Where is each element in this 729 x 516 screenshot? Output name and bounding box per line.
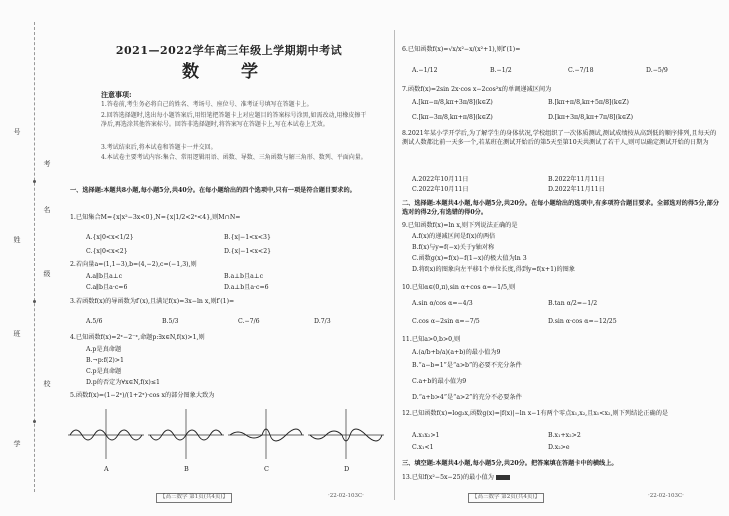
- graph-d-label: D: [344, 465, 350, 473]
- question-4: 4.已知函数f(x)=2ˣ−2⁻ˣ,命题p:∃x∈N,f(x)>1,则: [70, 334, 205, 341]
- notice-heading: 注意事项:: [101, 90, 132, 99]
- question-8: 8.2021年某小学开学后,为了解学生的身体状况,学校组织了一次体质测试,测试成绩按从高到低的顺序排列,且每天的测试人数都比前一天多一个,若某班在测试开始后的第5天至第10天共测试了若干人,则可以确定测试开始的日期为: [402, 130, 717, 146]
- margin-label-1: 号: [13, 128, 21, 135]
- footer-right-code: ·22-02-103C·: [648, 493, 684, 499]
- margin-dot: [33, 180, 36, 183]
- q4-option-a: A.p是真命题: [86, 346, 122, 353]
- q11-option-d: D.“a+b>4”是“a>2”的充分不必要条件: [412, 394, 522, 401]
- q10-option-d: D.sin α·cos α=−12/25: [548, 318, 617, 325]
- graph-a: [66, 403, 146, 463]
- margin-label-5: 级: [43, 270, 51, 277]
- notice-item: 3.考试结束后,将本试卷和答题卡一并交回。: [101, 144, 217, 151]
- q2-option-c: C.a∥b且a·c=6: [86, 284, 128, 291]
- question-6: 6.已知函数f(x)=√x/x²−x/(x²+1),则f′(1)=: [402, 46, 521, 53]
- q3-option-d: D.7/3: [314, 318, 331, 325]
- q4-option-b: B.¬p:f(2)>1: [86, 357, 124, 364]
- margin-label-3: 名: [43, 206, 51, 213]
- q9-option-d: D.将f(x)的图象向左平移1个单位长度,得到y=f(x+1)的图象: [412, 266, 576, 273]
- section-1-heading: 一、选择题:本题共8小题,每小题5分,共40分。在每小题给出的四个选项中,只有一项是符合题目要求的。: [70, 187, 356, 194]
- graph-b: [146, 403, 226, 463]
- margin-label-8: 学: [13, 440, 21, 447]
- q12-option-b: B.x₁+x₂>2: [548, 432, 581, 439]
- graph-b-label: B: [184, 465, 189, 473]
- margin-label-6: 班: [13, 330, 21, 337]
- q3-option-c: C.−7/6: [238, 318, 260, 325]
- q8-option-b: B.2022年11月11日: [548, 176, 605, 183]
- q7-option-c: C.[kπ−3π/8,kπ+π/8](k∈Z): [412, 114, 493, 121]
- binding-margin: [0, 0, 64, 516]
- graph-d: [306, 403, 386, 463]
- footer-left-page: 【高三数学 第1页(共4页)】: [156, 493, 232, 503]
- section-3-heading: 三、填空题:本题共4小题,每小题5分,共20分。把答案填在答题卡中的横线上。: [402, 460, 618, 467]
- section-2-heading: 二、选择题:本题共4小题,每小题5分,共20分。在每小题给出的选项中,有多项符合题目要求。全部选对的得5分,部分选对的得2分,有选错的得0分。: [402, 200, 720, 216]
- notice-item: 1.答卷前,考生务必将自己的姓名、考场号、座位号、准考证号填写在答题卡上。: [101, 101, 313, 108]
- q2-option-d: D.a⊥b且a·c=6: [224, 284, 269, 291]
- question-9: 9.已知函数f(x)=ln x,则下列说法正确的是: [402, 222, 518, 229]
- q1-option-c: C.{x|0<x<2}: [86, 248, 128, 255]
- q1-option-d: D.{x|−1<x<2}: [224, 248, 272, 255]
- q6-option-c: C.−7/18: [568, 67, 594, 74]
- q1-option-b: B.{x|−1<x<3}: [224, 234, 271, 241]
- q1-option-a: A.{x|0<x<1/2}: [86, 234, 134, 241]
- graph-c: [226, 403, 306, 463]
- margin-dot: [33, 300, 36, 303]
- right-column: [398, 0, 718, 516]
- margin-label-2: 考: [43, 160, 51, 167]
- q10-option-c: C.cos α−2sin α=−7/5: [412, 318, 480, 325]
- question-10: 10.已知α∈(0,π),sin α+cos α=−1/5,则: [402, 284, 516, 291]
- q3-option-a: A.5/6: [86, 318, 103, 325]
- question-3: 3.若函数f(x)的导函数为f′(x),且满足f(x)=3x−ln x,则f′(1)=: [70, 298, 235, 305]
- q2-option-b: B.a⊥b且a⊥c: [224, 273, 264, 280]
- q11-option-a: A.(a/b+b/a)(a+b)的最小值为9: [412, 349, 501, 356]
- question-12: 12.已知函数f(x)=log₃x,函数g(x)=|f(x)|−ln x−1有两个零点x₁,x₂,且x₁<x₂,则下列结论正确的是: [402, 410, 669, 417]
- answer-blank: [496, 475, 510, 480]
- q3-option-b: B.5/3: [162, 318, 179, 325]
- graph-a-label: A: [104, 465, 109, 473]
- question-11: 11.已知a>0,b>0,则: [402, 336, 461, 343]
- notice-item: 4.本试卷主要考试内容:集合、常用逻辑用语、函数、导数、三角函数与解三角形、数列、平面向量。: [101, 154, 367, 161]
- exam-title: 2021—2022学年高三年级上学期期中考试: [115, 44, 343, 57]
- q11-option-c: C.a+b的最小值为9: [412, 378, 467, 385]
- question-7: 7.函数f(x)=2sin 2x·cos x−2cos²x的单调递减区间为: [402, 86, 552, 93]
- margin-label-4: 姓: [13, 236, 21, 243]
- subject-title: 数 学: [182, 62, 276, 82]
- q4-option-c: C.p是真命题: [86, 368, 122, 375]
- q7-option-a: A.[kπ−π/8,kπ+3π/8](k∈Z): [412, 99, 493, 106]
- footer-left-code: ·22-02-103C·: [328, 493, 364, 499]
- q12-option-d: D.x₂>e: [548, 444, 570, 451]
- q2-option-a: A.a∥b且a⊥c: [86, 273, 123, 280]
- q10-option-b: B.tan α/2=−1/2: [548, 300, 598, 307]
- q9-option-b: B.f(x)与y=f(−x)关于y轴对称: [412, 244, 495, 251]
- question-1: 1.已知集合M={x|x²−3x<0},N={x|1/2<2ˣ<4},则M∩N=: [70, 214, 241, 221]
- margin-label-7: 校: [43, 380, 51, 387]
- q8-option-a: A.2022年10月11日: [412, 176, 469, 183]
- q11-option-b: B.“a−b=1”是“a>b”的必要不充分条件: [412, 362, 522, 369]
- graph-c-label: C: [264, 465, 269, 473]
- margin-dot: [33, 420, 36, 423]
- q8-option-d: D.2022年11月11日: [548, 186, 605, 193]
- question-13: 13.已知f(x²−5x−25)的最小值为: [402, 474, 720, 483]
- q8-option-c: C.2022年10月11日: [412, 186, 469, 193]
- q9-option-a: A.f(x)的递减区间是f(x)的两倍: [412, 233, 496, 240]
- q9-option-c: C.函数g(x)=f(x)−f(1−x)的极大值为ln 3: [412, 255, 527, 262]
- q6-option-b: B.−1/2: [490, 67, 512, 74]
- q6-option-a: A.−1/12: [412, 67, 438, 74]
- left-column: [66, 0, 392, 516]
- q6-option-d: D.−5/9: [646, 67, 668, 74]
- question-5: 5.函数f(x)=(1−2ˣ)/(1+2ˣ)·cos x的部分图象大致为: [70, 392, 215, 399]
- q7-option-b: B.[kπ+π/8,kπ+5π/8](k∈Z): [548, 99, 629, 106]
- footer-right-page: 【高三数学 第2页(共4页)】: [468, 493, 544, 503]
- q10-option-a: A.sin α/cos α=−4/3: [412, 300, 473, 307]
- question-2: 2.若向量a=(1,1−3),b=(4,−2),c=(−1,3),则: [70, 261, 197, 268]
- notice-item: 2.回答选择题时,选出每小题答案后,用铅笔把答题卡上对应题目的答案标号涂黑,如需改动,用橡皮擦干净后,再选涂其他答案标号。回答非选择题时,将答案写在答题卡上,写在本试卷上无效。: [101, 112, 367, 128]
- q12-option-c: C.x₁<1: [412, 444, 434, 451]
- column-divider: [394, 30, 395, 500]
- q7-option-d: D.[kπ+3π/8,kπ+7π/8](k∈Z): [548, 114, 634, 121]
- q12-option-a: A.x₁x₂>1: [412, 432, 440, 439]
- q4-option-d: D.p的否定为∀x∈N,f(x)≤1: [86, 379, 160, 386]
